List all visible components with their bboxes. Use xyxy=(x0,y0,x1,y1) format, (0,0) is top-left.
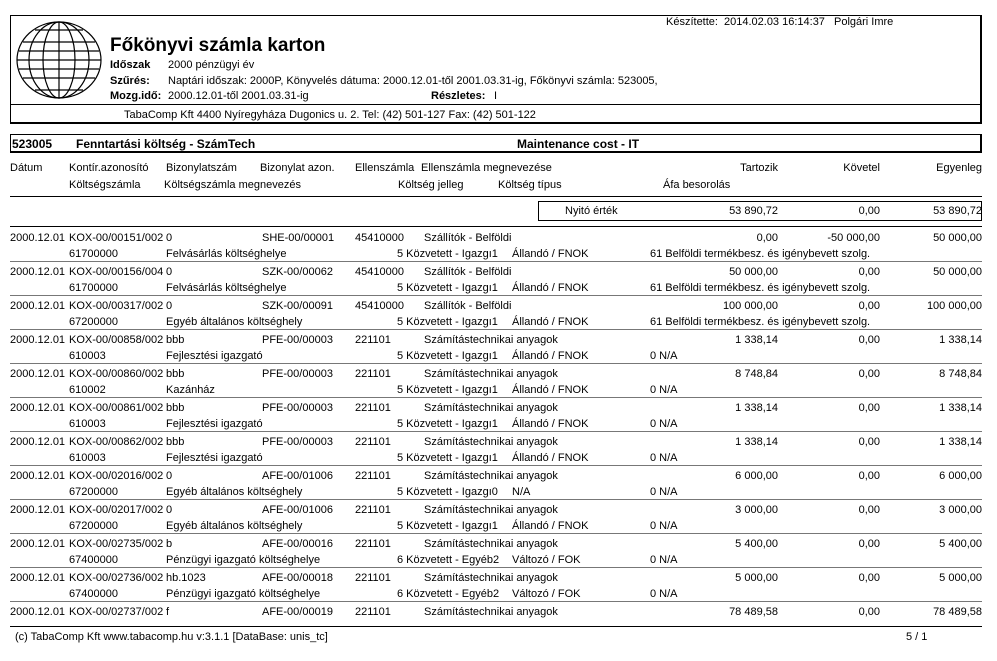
col-doc-id: Bizonylat azon. xyxy=(260,162,335,174)
cell-vat: 0 N/A xyxy=(650,588,678,600)
cell-posting: KOX-00/00151/002 xyxy=(69,232,164,244)
col-debit: Tartozik xyxy=(740,162,778,174)
cell-cacc: 610003 xyxy=(69,418,106,430)
cell-vat: 0 N/A xyxy=(650,350,678,362)
opening-balance: 53 890,72 xyxy=(933,205,982,217)
cell-docid: PFE-00/00003 xyxy=(262,368,333,380)
cell-debit: 1 338,14 xyxy=(735,334,778,346)
cell-caccname: Fejlesztési igazgató xyxy=(166,418,263,430)
row-divider xyxy=(10,295,982,296)
cell-posting: KOX-00/02737/002 xyxy=(69,606,164,618)
cell-ctrname: Számítástechnikai anyagok xyxy=(424,504,558,516)
cell-balance: 78 489,58 xyxy=(933,606,982,618)
cell-docno: f xyxy=(166,606,170,618)
page-number: 5 / 1 xyxy=(906,631,928,643)
cell-vat: 61 Belföldi termékbesz. és igénybevett szolg. xyxy=(650,248,871,260)
col-cost-nature: Költség jelleg xyxy=(398,179,464,191)
cell-posting: KOX-00/00861/002 xyxy=(69,402,164,414)
period-label: Időszak xyxy=(110,59,151,71)
cell-date: 2000.12.01 xyxy=(10,368,66,380)
detail-value: I xyxy=(494,90,498,102)
cell-type: N/A xyxy=(512,486,531,498)
cell-type: Állandó / FNOK xyxy=(512,452,589,464)
period-value: 2000 pénzügyi év xyxy=(168,59,255,71)
header-divider xyxy=(10,104,982,105)
cell-ctr: 221101 xyxy=(355,334,391,346)
cell-date: 2000.12.01 xyxy=(10,334,66,346)
cell-ctrname: Számítástechnikai anyagok xyxy=(424,470,558,482)
cell-caccname: Egyéb általános költséghely xyxy=(166,486,303,498)
cell-cacc: 61700000 xyxy=(69,282,118,294)
row-divider xyxy=(10,499,982,500)
report-header xyxy=(10,15,982,124)
cell-date: 2000.12.01 xyxy=(10,300,66,312)
cell-cacc: 67200000 xyxy=(69,486,118,498)
footer-rule xyxy=(10,626,982,627)
col-posting-id: Kontír.azonosító xyxy=(69,162,149,174)
cell-debit: 1 338,14 xyxy=(735,436,778,448)
cell-ctrname: Számítástechnikai anyagok xyxy=(424,368,558,380)
globe-icon xyxy=(15,20,103,100)
cell-ctrname: Számítástechnikai anyagok xyxy=(424,572,558,584)
cell-docno: hb.1023 xyxy=(166,572,206,584)
cell-docno: bbb xyxy=(166,402,185,414)
cell-balance: 1 338,14 xyxy=(939,436,982,448)
cell-debit: 5 400,00 xyxy=(735,538,778,550)
cell-ctrname: Szállítók - Belföldi xyxy=(424,300,512,312)
cell-nature: 5 Közvetett - Igazgı1 xyxy=(397,248,498,260)
cell-type: Állandó / FNOK xyxy=(512,418,589,430)
cell-vat: 61 Belföldi termékbesz. és igénybevett szolg. xyxy=(650,316,871,328)
cell-ctr: 221101 xyxy=(355,572,391,584)
cell-nature: 6 Közvetett - Egyéb2 xyxy=(397,588,500,600)
cell-ctrname: Szállítók - Belföldi xyxy=(424,232,512,244)
cell-ctr: 221101 xyxy=(355,538,391,550)
cell-docno: 0 xyxy=(166,470,173,482)
cell-date: 2000.12.01 xyxy=(10,572,66,584)
cell-vat: 0 N/A xyxy=(650,452,678,464)
cell-balance: 5 400,00 xyxy=(939,538,982,550)
cell-type: Változó / FOK xyxy=(512,588,581,600)
cell-debit: 8 748,84 xyxy=(735,368,778,380)
created-label: Készítette: xyxy=(666,16,718,28)
row-divider xyxy=(10,329,982,330)
col-doc-no: Bizonylatszám xyxy=(166,162,237,174)
cell-ctr: 221101 xyxy=(355,504,391,516)
cell-debit: 50 000,00 xyxy=(729,266,778,278)
cell-date: 2000.12.01 xyxy=(10,504,66,516)
cell-ctr: 221101 xyxy=(355,606,391,618)
row-divider xyxy=(10,533,982,534)
cell-cacc: 67200000 xyxy=(69,316,118,328)
row-divider xyxy=(10,261,982,262)
filter-label: Szűrés: xyxy=(110,75,150,87)
col-cost-account: Költségszámla xyxy=(69,179,141,191)
movement-value: 2000.12.01-től 2001.03.31-ig xyxy=(168,90,309,102)
cell-type: Állandó / FNOK xyxy=(512,248,589,260)
cell-nature: 5 Közvetett - Igazgı1 xyxy=(397,418,498,430)
footer-copyright: (c) TabaComp Kft www.tabacomp.hu v:3.1.1 [DataBase: unis_tc] xyxy=(15,631,328,643)
cell-balance: 1 338,14 xyxy=(939,334,982,346)
cell-docid: SHE-00/00001 xyxy=(262,232,335,244)
cell-date: 2000.12.01 xyxy=(10,538,66,550)
cell-cacc: 61700000 xyxy=(69,248,118,260)
cell-credit: 0,00 xyxy=(858,300,880,312)
cell-type: Változó / FOK xyxy=(512,554,581,566)
cell-ctrname: Számítástechnikai anyagok xyxy=(424,436,558,448)
cell-caccname: Kazánház xyxy=(166,384,215,396)
company-line: TabaComp Kft 4400 Nyíregyháza Dugonics u. 2. Tel: (42) 501-127 Fax: (42) 501-122 xyxy=(124,109,536,121)
cell-balance: 6 000,00 xyxy=(939,470,982,482)
cell-cacc: 610003 xyxy=(69,452,106,464)
cell-debit: 5 000,00 xyxy=(735,572,778,584)
cell-type: Állandó / FNOK xyxy=(512,350,589,362)
cell-type: Állandó / FNOK xyxy=(512,384,589,396)
cell-docno: 0 xyxy=(166,504,173,516)
cell-posting: KOX-00/02735/002 xyxy=(69,538,164,550)
cell-cacc: 610002 xyxy=(69,384,106,396)
cell-nature: 5 Közvetett - Igazgı1 xyxy=(397,316,498,328)
cell-balance: 1 338,14 xyxy=(939,402,982,414)
cell-docid: AFE-00/01006 xyxy=(262,504,333,516)
cell-balance: 50 000,00 xyxy=(933,232,982,244)
cell-date: 2000.12.01 xyxy=(10,436,66,448)
cell-vat: 61 Belföldi termékbesz. és igénybevett szolg. xyxy=(650,282,871,294)
cell-ctrname: Számítástechnikai anyagok xyxy=(424,402,558,414)
cell-docno: bbb xyxy=(166,368,185,380)
cell-debit: 6 000,00 xyxy=(735,470,778,482)
cell-type: Állandó / FNOK xyxy=(512,520,589,532)
cell-cacc: 67400000 xyxy=(69,588,118,600)
row-divider xyxy=(10,363,982,364)
cell-ctr: 221101 xyxy=(355,402,391,414)
cell-debit: 78 489,58 xyxy=(729,606,778,618)
col-counter-name: Ellenszámla megnevezése xyxy=(421,162,552,174)
cell-nature: 5 Közvetett - Igazgı1 xyxy=(397,520,498,532)
cell-docno: 0 xyxy=(166,232,173,244)
opening-label: Nyitó érték xyxy=(565,205,618,217)
cell-credit: 0,00 xyxy=(858,266,880,278)
cell-caccname: Pénzügyi igazgató költséghelye xyxy=(166,588,321,600)
col-cost-type: Költség típus xyxy=(498,179,562,191)
cell-vat: 0 N/A xyxy=(650,554,678,566)
cell-posting: KOX-00/00317/002 xyxy=(69,300,164,312)
cell-cacc: 67200000 xyxy=(69,520,118,532)
cell-vat: 0 N/A xyxy=(650,486,678,498)
cell-nature: 5 Közvetett - Igazgı1 xyxy=(397,350,498,362)
col-vat-class: Áfa besorolás xyxy=(663,179,731,191)
col-cost-account-name: Költségszámla megnevezés xyxy=(164,179,301,191)
cell-caccname: Fejlesztési igazgató xyxy=(166,452,263,464)
cell-posting: KOX-00/02016/002 xyxy=(69,470,164,482)
cell-posting: KOX-00/00862/002 xyxy=(69,436,164,448)
cell-posting: KOX-00/02017/002 xyxy=(69,504,164,516)
cell-caccname: Felvásárlás költséghelye xyxy=(166,248,287,260)
cell-ctrname: Számítástechnikai anyagok xyxy=(424,538,558,550)
cell-type: Állandó / FNOK xyxy=(512,316,589,328)
opening-debit: 53 890,72 xyxy=(729,205,778,217)
cell-vat: 0 N/A xyxy=(650,384,678,396)
cell-caccname: Egyéb általános költséghely xyxy=(166,520,303,532)
cell-vat: 0 N/A xyxy=(650,520,678,532)
cell-date: 2000.12.01 xyxy=(10,606,66,618)
cell-debit: 100 000,00 xyxy=(722,300,778,312)
cell-ctr: 45410000 xyxy=(355,300,404,312)
cell-nature: 5 Közvetett - Igazgı0 xyxy=(397,486,498,498)
detail-label: Részletes: xyxy=(431,90,486,102)
opening-rule xyxy=(10,226,982,227)
cell-credit: 0,00 xyxy=(858,572,880,584)
created-at: 2014.02.03 16:14:37 xyxy=(724,16,825,28)
cell-posting: KOX-00/00156/004 xyxy=(69,266,164,278)
cell-ctrname: Számítástechnikai anyagok xyxy=(424,606,558,618)
cell-balance: 50 000,00 xyxy=(933,266,982,278)
cell-docno: b xyxy=(166,538,173,550)
cell-docid: SZK-00/00091 xyxy=(262,300,333,312)
cell-credit: 0,00 xyxy=(858,538,880,550)
cell-posting: KOX-00/00860/002 xyxy=(69,368,164,380)
cell-caccname: Fejlesztési igazgató xyxy=(166,350,263,362)
cell-balance: 3 000,00 xyxy=(939,504,982,516)
cell-credit: 0,00 xyxy=(858,368,880,380)
cell-docid: PFE-00/00003 xyxy=(262,402,333,414)
cell-credit: -50 000,00 xyxy=(827,232,880,244)
cell-docid: PFE-00/00003 xyxy=(262,334,333,346)
cell-cacc: 610003 xyxy=(69,350,106,362)
cell-docid: SZK-00/00062 xyxy=(262,266,333,278)
cell-docid: AFE-00/01006 xyxy=(262,470,333,482)
cell-posting: KOX-00/00858/002 xyxy=(69,334,164,346)
cell-docno: bbb xyxy=(166,436,185,448)
filter-value: Naptári időszak: 2000P, Könyvelés dátuma: 2000.12.01-től 2001.03.31-ig, Főkönyvi számla: 523005, xyxy=(168,75,658,87)
page-title: Főkönyvi számla karton xyxy=(110,35,326,56)
cell-credit: 0,00 xyxy=(858,470,880,482)
cell-balance: 5 000,00 xyxy=(939,572,982,584)
cell-ctr: 45410000 xyxy=(355,266,404,278)
cell-date: 2000.12.01 xyxy=(10,232,66,244)
cell-cacc: 67400000 xyxy=(69,554,118,566)
cell-ctrname: Számítástechnikai anyagok xyxy=(424,334,558,346)
cell-date: 2000.12.01 xyxy=(10,402,66,414)
cell-docid: PFE-00/00003 xyxy=(262,436,333,448)
cell-caccname: Egyéb általános költséghely xyxy=(166,316,303,328)
cell-credit: 0,00 xyxy=(858,402,880,414)
cell-nature: 5 Közvetett - Igazgı1 xyxy=(397,384,498,396)
cell-ctr: 45410000 xyxy=(355,232,404,244)
column-header-rule xyxy=(10,196,982,197)
cell-ctrname: Szállítók - Belföldi xyxy=(424,266,512,278)
row-divider xyxy=(10,567,982,568)
col-date: Dátum xyxy=(10,162,43,174)
cell-credit: 0,00 xyxy=(858,606,880,618)
opening-credit: 0,00 xyxy=(858,205,880,217)
cell-ctr: 221101 xyxy=(355,470,391,482)
movement-label: Mozg.idő: xyxy=(110,90,162,102)
cell-caccname: Pénzügyi igazgató költséghelye xyxy=(166,554,321,566)
cell-docno: bbb xyxy=(166,334,185,346)
cell-posting: KOX-00/02736/002 xyxy=(69,572,164,584)
col-balance: Egyenleg xyxy=(936,162,982,174)
cell-docno: 0 xyxy=(166,266,173,278)
cell-credit: 0,00 xyxy=(858,504,880,516)
cell-nature: 6 Közvetett - Egyéb2 xyxy=(397,554,500,566)
cell-docno: 0 xyxy=(166,300,173,312)
cell-type: Állandó / FNOK xyxy=(512,282,589,294)
cell-debit: 0,00 xyxy=(756,232,778,244)
cell-balance: 100 000,00 xyxy=(926,300,982,312)
row-divider xyxy=(10,465,982,466)
cell-balance: 8 748,84 xyxy=(939,368,982,380)
cell-docid: AFE-00/00019 xyxy=(262,606,333,618)
row-divider xyxy=(10,601,982,602)
created-by: Polgári Imre xyxy=(834,16,894,28)
account-name-en: Maintenance cost - IT xyxy=(517,137,640,151)
cell-nature: 5 Közvetett - Igazgı1 xyxy=(397,452,498,464)
cell-debit: 3 000,00 xyxy=(735,504,778,516)
cell-date: 2000.12.01 xyxy=(10,470,66,482)
cell-credit: 0,00 xyxy=(858,334,880,346)
account-code: 523005 xyxy=(12,137,53,151)
cell-debit: 1 338,14 xyxy=(735,402,778,414)
cell-docid: AFE-00/00016 xyxy=(262,538,333,550)
row-divider xyxy=(10,397,982,398)
account-name: Fenntartási költség - SzámTech xyxy=(76,137,256,151)
cell-vat: 0 N/A xyxy=(650,418,678,430)
cell-docid: AFE-00/00018 xyxy=(262,572,333,584)
row-divider xyxy=(10,431,982,432)
cell-ctr: 221101 xyxy=(355,436,391,448)
cell-date: 2000.12.01 xyxy=(10,266,66,278)
cell-credit: 0,00 xyxy=(858,436,880,448)
cell-caccname: Felvásárlás költséghelye xyxy=(166,282,287,294)
cell-ctr: 221101 xyxy=(355,368,391,380)
cell-nature: 5 Közvetett - Igazgı1 xyxy=(397,282,498,294)
col-counter-account: Ellenszámla xyxy=(355,162,415,174)
col-credit: Követel xyxy=(843,162,880,174)
